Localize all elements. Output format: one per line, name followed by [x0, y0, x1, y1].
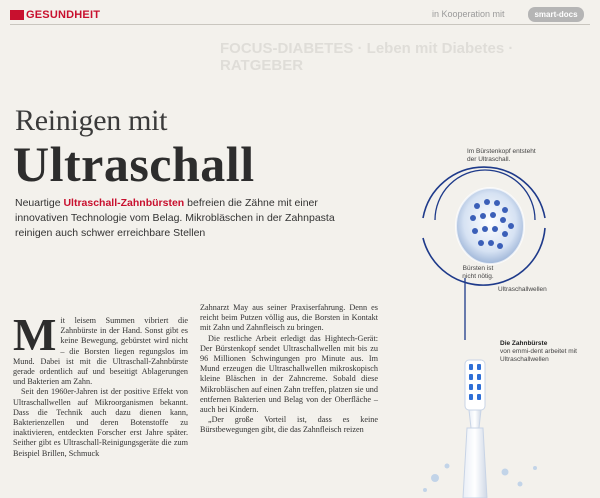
body-column-2 — [200, 303, 378, 436]
section-color-swatch — [10, 10, 24, 20]
body-paragraph: Die restliche Arbeit erledigt das Hightech-Gerät: Der Bürstenkopf sendet Ultraschallwellen mit bis zu 96 Millionen Schwingungen pro Minute aus. Im Mund erzeugen die Ultraschallwellen mikroskopisch kleine Bläschen in der Zahncreme. Sobald diese Mikrobläschen auf einen Zahn treffen, platzen sie und entfernen Bakterien und Belag von der Oberfläche – auch bei Kindern. — [200, 333, 378, 415]
headline-line-2: Ultraschall — [13, 136, 255, 192]
section-tag — [10, 8, 100, 22]
body-column-1 — [13, 309, 188, 459]
toothbrush — [463, 360, 487, 498]
headline-line-1: Reinigen mit — [15, 104, 168, 137]
figure-caption-title: Die Zahnbürste — [500, 340, 548, 347]
partner-badge: smart-docs — [528, 7, 584, 22]
body-paragraph: Seit den 1960er-Jahren ist der positive Effekt von Ultraschallwellen auf Mikroorganismen bekannt. Dass die Technik auch dazu dienen kann, Bakterienzellen und deren Botenstoffe zu inaktivieren, entdeckten Forscher erst Jahre später. Seither gibt es Ultraschall-Reinigungsgeräte die zum Beispiel Brillen, Schmuck — [13, 387, 188, 458]
body-paragraph: Zahnarzt May aus seiner Praxiserfahrung. Denn es reicht beim Putzen völlig aus, die Borsten in Kontakt mit Zahn und Zahnfleisch zu bringen. — [200, 303, 378, 333]
lead-paragraph — [15, 196, 345, 241]
lead-text-end: befreien die Zähne mit einer innovativen Technologie vom Belag. Mikrobläschen in der Zahnpasta reinigen auch schwer erreichbare Stellen — [15, 197, 335, 239]
caption-brush-head: Im Bürstenkopf entsteht der Ultraschall. — [467, 148, 536, 163]
drop-cap: M — [13, 309, 57, 360]
lead-text-start: Neuartige — [15, 197, 64, 209]
lead-highlight: Ultraschall-Zahnbürsten — [63, 197, 185, 209]
toothbrush-illustration — [395, 128, 600, 498]
caption-waves: Ultraschallwellen — [498, 286, 547, 293]
header-rule — [10, 24, 590, 25]
figure-caption-text: von emmi-dent arbeitet mit Ultraschallwellen — [500, 348, 577, 363]
section-label: GESUNDHEIT — [26, 9, 101, 21]
brush-head-closeup — [456, 188, 524, 264]
show-through-text: FOCUS-DIABETES · Leben mit Diabetes · RATGEBER — [220, 40, 514, 74]
body-paragraph: it leisem Summen vibriert die Zahnbürste in der Hand. Sonst gibt es keine Bewegung, gebürstet wird nicht – die Borsten liegen regungslos im Mund. Dabei ist mit die Ultraschall-Zahnbürste gerade ordentlich auf und beseitigt Ablagerungen und Bakterien am Zahn. — [13, 316, 188, 387]
caption-bristles: Bürsten ist nicht nötig. — [462, 265, 494, 280]
body-paragraph: „Der große Vorteil ist, dass es keine Bürstbewegungen gibt, die das Zahnfleisch reizen — [200, 415, 378, 435]
cooperation-text: in Kooperation mit — [432, 9, 505, 19]
figure-caption — [500, 340, 590, 364]
